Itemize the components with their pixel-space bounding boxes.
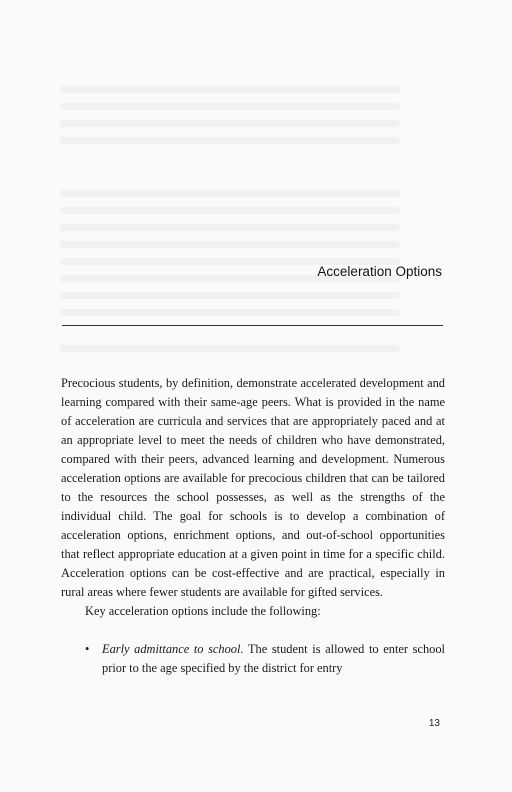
show-through-line xyxy=(60,190,400,197)
show-through-line xyxy=(60,103,400,110)
show-through-line xyxy=(60,207,400,214)
list-intro: Key acceleration options include the following: xyxy=(85,604,321,618)
page-body xyxy=(61,374,445,678)
acceleration-options-list xyxy=(61,640,445,678)
page-number: 13 xyxy=(428,718,440,729)
show-through-line xyxy=(60,120,400,127)
show-through-line xyxy=(60,137,400,144)
section-heading: Acceleration Options xyxy=(317,264,442,279)
show-through-line xyxy=(60,241,400,248)
bullet-icon: • xyxy=(85,642,90,656)
list-item xyxy=(61,640,445,678)
show-through-line xyxy=(60,345,400,352)
body-paragraph: Precocious students, by definition, demonstrate accelerated development and learning compared with their same-age peers. What is provided in the name of acceleration are curricula and services that are appropriately paced and at an appropriate level to meet the needs of children who have demonstrated, compared with their peers, advanced learning and development. Numerous acceleration options are available for precocious children that can be tailored to the resources the school possesses, as well as the strengths of the individual child. The goal for schools is to develop a combination of acceleration options, enrichment options, and out-of-school opportunities that reflect appropriate education at a given point in time for a specific child. Acceleration options can be cost-effective and are practical, especially in rural areas where fewer students are available for gifted services. xyxy=(61,376,445,599)
show-through-line xyxy=(60,292,400,299)
show-through-line xyxy=(60,224,400,231)
show-through-line xyxy=(60,86,400,93)
show-through-line xyxy=(60,309,400,316)
heading-rule xyxy=(62,325,443,326)
bullet-description: The student is allowed to enter school prior to the age specified by the district for entry xyxy=(102,642,445,675)
bullet-term: Early admittance to school. xyxy=(102,642,244,656)
